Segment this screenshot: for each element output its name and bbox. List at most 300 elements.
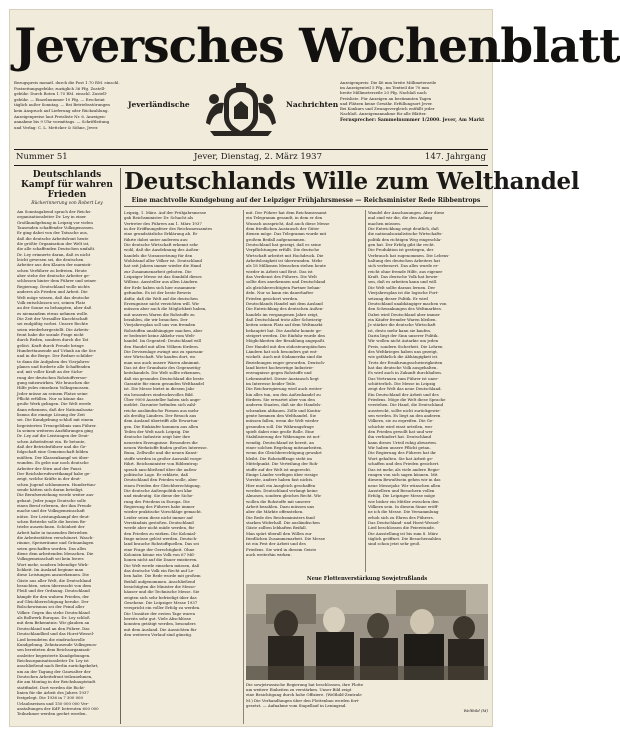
article-text-line: im Interesse beider Teile. bbox=[246, 381, 297, 386]
article-text-line: Einige Länder verfügen über riesige bbox=[246, 471, 318, 477]
advertising-info bbox=[340, 80, 488, 146]
left-article-byline: Rückerinnerung von Robert Ley bbox=[31, 201, 103, 206]
article-text-line: In seinen weiteren Ausführungen ging bbox=[17, 428, 93, 434]
article-text-line: bereits sehr gut. Viele Abschlüsse bbox=[124, 616, 192, 622]
article-text-line: lichkeit. Im Ausland beginne man bbox=[17, 567, 84, 573]
article-text-line: te dann die Aufgaben des Vierjahres- bbox=[17, 358, 91, 364]
article-text-line: sich verbessert. Das alles wurde er- bbox=[368, 263, 439, 269]
article-text-line: rung des Friedens in Europa. Die bbox=[124, 498, 190, 504]
article-text-line: handels die Voraussetzung für den bbox=[124, 252, 193, 258]
article-text-line: Preis, sondern Sicherheit. Die Lehren bbox=[368, 343, 443, 349]
main-column-2 bbox=[246, 210, 362, 572]
article-text-line: Beifall aufgenommen. Anschließend bbox=[124, 578, 196, 584]
article-text-line: gesunden soll. Die Währungsfrage bbox=[246, 423, 314, 429]
subscription-info bbox=[14, 80, 122, 146]
phone-line: Fernsprecher: Sammelnummer 1/2000. Jever, Am Markt bbox=[340, 118, 485, 124]
article-text-line: Deutschland hat gezeigt, daß es seine bbox=[246, 242, 322, 248]
article-text-line: festgelegt. Die 1936 in 7 300 000 bbox=[17, 695, 83, 701]
article-text-line: Möglichkeiten der Bezahlung angepaßt. bbox=[246, 338, 326, 344]
article-text-line: Hier muß ein Ausgleich geschaffen bbox=[246, 482, 316, 488]
info-line: und Verlag: C. L. Mettcker & Söhne, Jever. bbox=[14, 124, 99, 130]
article-text-line: verspricht ein voller Erfolg zu werden. bbox=[124, 605, 201, 611]
article-text-line: ist, desto mehr kann sie kaufen. bbox=[368, 327, 432, 333]
main-column-1 bbox=[124, 210, 240, 724]
article-text-line: Dr. Ley erinnerte daran, daß es nicht bbox=[17, 251, 91, 257]
article-text-line: linien für die Arbeit des Jahres 1937 bbox=[17, 689, 89, 695]
article-text-line: auf Gleichberechtigung beruhe. Der bbox=[17, 599, 89, 605]
article-text-line: Das Deutschland- und Horst-Wessel- bbox=[368, 519, 440, 525]
info-line: Nachlaß. Anzeigenannahme für alle Blätter. bbox=[340, 111, 427, 117]
article-text-line: die größte Organisation der Welt ist, bbox=[17, 241, 90, 247]
article-text-line: land brauche Rohstoffquellen. Das sei bbox=[124, 541, 199, 547]
article-text-line: aber stehe der deutsche Arbeiter ge- bbox=[17, 273, 90, 279]
main-subheadline: Eine machtvolle Kundgebung auf der Leipziger Frühjahrsmesse — Reichsminister Rede Ribbentrops bbox=[124, 196, 488, 207]
article-text-line: Gäste aus aller Welt, die Deutschland bbox=[17, 577, 92, 583]
article-text-line: Die Rede des Reichsministers fand bbox=[246, 514, 315, 520]
article-text-line: erzeugnisse gegen Rohstoffe und bbox=[246, 370, 312, 376]
article-text-line: sei. Die Kundgebung schloß mit einem bbox=[17, 417, 94, 423]
article-text-line: als dreißig Ländern. Der Besuch aus bbox=[124, 413, 197, 419]
article-text-line: Die Welt werde einsehen müssen, daß bbox=[124, 562, 200, 568]
caption-line: gesetzt. — Aufnahme vom Stapellauf in Leningrad. bbox=[246, 702, 347, 708]
article-text-line: Wohlstand aller Völker ist. Deutschland bbox=[124, 258, 202, 264]
info-line: im Anzeigenteil 5 Pfg., im Textteil die 70 mm bbox=[340, 85, 429, 91]
dateline bbox=[14, 149, 488, 166]
article-text-line: Die Entwicklung des deutschen Außen- bbox=[246, 306, 324, 312]
article-text-line: Wort mehr, sondern lebendige Wirk- bbox=[17, 561, 89, 567]
article-text-line: räume, Speiseräume und Grünanlagen bbox=[17, 540, 94, 546]
article-text-line: an der Sonne zu behaupten, aber daß bbox=[17, 305, 92, 311]
article-text-line: sei endgültig vorbei. Unsere Rechte bbox=[17, 321, 89, 327]
article-text-line: Rohstoffen unabhängiger machen, aber bbox=[124, 327, 203, 333]
article-text-line: daß ein gesundes Deutschland die beste bbox=[124, 375, 204, 381]
info-line: Bei Konkurs und Zwangsvergleich entfällt jeder bbox=[340, 106, 435, 112]
main-headline: Deutschlands Wille zum Welthandel bbox=[124, 168, 580, 195]
article-text-line: Deutschen Arbeitsfront teilzunehmen, bbox=[17, 673, 93, 679]
article-text-line: bezahlen, die wir brauchen. Der bbox=[124, 316, 188, 322]
article-text-line: Die Entwicklung zeigt deutlich, daß bbox=[368, 226, 439, 232]
article-text-line: meldet. Darunter befinden sich zahl- bbox=[124, 402, 197, 408]
article-text-line: sind schon jetzt sehr groß. bbox=[368, 541, 421, 547]
article-text-line: zeigt der Welt das neue Deutschland. bbox=[368, 386, 442, 392]
article-text-line: ein besonders eindrucksvolles Bild. bbox=[124, 391, 194, 397]
article-text-line: Verständnis gestoßen. Deutschland bbox=[124, 519, 194, 525]
article-text-line: täglich geöffnet. Die Besucherzahlen bbox=[368, 535, 441, 541]
article-text-line: besuchten, seien überrascht von dem bbox=[17, 583, 91, 589]
article-text-line: Volksgemeinschaft sei kein leeres bbox=[17, 556, 84, 562]
article-text-line: Arbeiter der Stirn und der Faust. bbox=[17, 465, 83, 471]
article-text-line: Arbeit bezahlen. Dazu müssen uns bbox=[246, 503, 315, 509]
article-text-line: als 18 Millionen Menschen stehen heute bbox=[246, 263, 326, 269]
article-text-line: Großkundgebung in Leipzig vor vielen bbox=[17, 219, 93, 225]
left-article-title: Deutschlands Kampf für wahren Frieden bbox=[21, 170, 113, 200]
article-text-line: Arbeitslosigkeit ist überwunden. Mehr bbox=[246, 258, 323, 264]
article-text-line: den Handel mit allen Völkern fördern. bbox=[124, 343, 199, 349]
article-text-line: fördern. Sie erwartet aber von den bbox=[246, 397, 315, 403]
article-text-line: land bietet hochwertige Industrie- bbox=[246, 364, 314, 370]
article-text-line: Teilnehmer werden geehrt werden. bbox=[17, 711, 87, 717]
article-text-line: den weiteren Verlauf sind günstig. bbox=[124, 632, 193, 638]
article-text-line: rungen von sich sagen können. Mit bbox=[368, 471, 438, 477]
photo-credit: Weltbild (M) bbox=[463, 708, 488, 714]
article-text-line: schen Betriebe solle die besten Be- bbox=[17, 518, 87, 524]
article-text-line: Stabilisierung der Währungen ist not- bbox=[246, 434, 321, 440]
article-text-line: Die deutsche Wirtschaft erkennt sehr bbox=[124, 242, 199, 248]
article-text-line: Regierung. Deutschland wolle nichts bbox=[17, 283, 90, 289]
subheader bbox=[14, 80, 488, 146]
article-text-line: Deutschland unabhängiger machen von bbox=[368, 300, 447, 306]
info-line: Preisliste. Für Anzeigen an bestimmten Tagen bbox=[340, 95, 432, 101]
article-text-line: Arbeiter aus den Klauen der marxisti- bbox=[17, 262, 92, 268]
article-text-line: triebe auszeichnen. Schönheit der bbox=[17, 524, 85, 530]
article-text-line: sen, daß es arbeiten kann und will. bbox=[368, 279, 438, 285]
article-text-line: Er ging dabei von der Tatsache aus, bbox=[17, 230, 88, 236]
article-text-line: wunden. Es gebe nur noch deutsche bbox=[17, 460, 89, 466]
article-text-line: anschließend nach Berlin zurückgekehrt, bbox=[17, 663, 99, 669]
article-text-line: zeigten sich sehr befriedigt über das bbox=[124, 594, 197, 600]
article-text-line: einer solchen Regelung mitzuarbeiten, bbox=[246, 445, 323, 451]
article-text-line: schen Arbeitsfront ein. Er betonte, bbox=[17, 438, 86, 444]
article-text-line: Regierung des Führers habe immer bbox=[124, 503, 195, 509]
article-text-line: konnten getätigt werden, besonders bbox=[124, 621, 196, 627]
article-text-line: haltung des deutschen Arbeiters hat bbox=[368, 258, 441, 264]
article-text-line: Leider seien diese nicht immer auf bbox=[124, 514, 193, 520]
article-text-line: daß Deutschland trotz aller Schwierig- bbox=[246, 316, 323, 322]
article-text-line: setzung dieser Politik. Er wird bbox=[368, 295, 428, 301]
article-text-line: Teilen der Welt nach Leipzig. Die bbox=[124, 429, 190, 435]
article-text-line: die Arbeitsstätten verschönert. Wasch- bbox=[17, 534, 94, 540]
article-text-line: Jeder müsse an seinem Platze seine bbox=[17, 390, 88, 396]
article-text-line: zur Zusammenarbeit geboten. Die bbox=[124, 268, 192, 274]
article-text-line: Frieden gesichert werden. bbox=[246, 295, 299, 301]
article-text-line: machen müssen. bbox=[368, 220, 401, 226]
article-text-line: frage müsse gelöst werden. Deutsch- bbox=[124, 535, 198, 541]
article-text-line: er bedeutet keine Abkehr vom Welt- bbox=[124, 332, 196, 338]
article-text-line: Garantie für einen gesunden Welthandel bbox=[124, 381, 205, 386]
article-text-line: hat seit Jahren immer wieder die Hand bbox=[124, 263, 202, 269]
article-text-line: Das ist der Grundsatz des Gegenseitig- bbox=[124, 364, 202, 370]
article-text-line: Am Sonntagabend sprach der Reichs- bbox=[17, 209, 92, 214]
info-line: annahme bis 9 Uhr vormittags. — Schriftleitung bbox=[14, 119, 110, 125]
article-text-line: dann erkennen, daß der Nationalsozia- bbox=[17, 406, 94, 412]
article-text-line: wickelt. Auch mit Südamerika sind die bbox=[246, 354, 323, 360]
article-text-line: Das ist mehr, als viele andere Regie- bbox=[368, 466, 441, 472]
article-text-line: wie bisher ein Mittler zwischen den bbox=[368, 498, 439, 504]
article-text-line: Kundgebung. Zehntausende Volksgenos- bbox=[17, 641, 98, 647]
article-text-line: begeisterten Treuegelöbnis zum Führer. bbox=[17, 422, 97, 428]
article-text-line: ihn verhindert hat. Deutschland bbox=[368, 434, 432, 440]
article-text-line: Mittelpunkt. Die Verteilung der Roh- bbox=[246, 461, 319, 467]
article-text-line: Deutschlands Handel mit dem Ausland bbox=[246, 300, 323, 306]
article-text-line: nütze. Der Leistungskampf der deut- bbox=[17, 513, 90, 519]
article-text-line: Lebensmittel. Dieser Austausch liegt bbox=[246, 375, 319, 381]
article-text-line: Je stärker die deutsche Wirtschaft bbox=[368, 322, 436, 328]
article-text-line: stattfindet. Dort werden die Richt- bbox=[17, 684, 86, 690]
article-text-line: diesem Bewußtsein gehen wir in das bbox=[368, 477, 441, 483]
caption-line: M.) Die Verhandlungen über den Flottenbau werden fort- bbox=[246, 697, 360, 703]
article-text-line: schlossen hinter dem Führer und seiner bbox=[17, 278, 97, 284]
article-text-line: stoffe werden in großer Auswahl vorge- bbox=[124, 455, 203, 461]
article-text-line: Leipziger Messe ist das Sinnbild dieses bbox=[124, 274, 202, 280]
article-text-line: mit dem Ausland. Die Aussichten für bbox=[124, 626, 197, 632]
article-text-line: schen Jugend schlummern. Hunderttau- bbox=[17, 481, 97, 487]
article-text-line: politik den richtigen Weg eingeschla- bbox=[368, 236, 442, 242]
article-text-line: Vorräte, andere haben fast nichts. bbox=[246, 477, 314, 483]
article-text-line: front habe die soziale Frage nicht bbox=[17, 331, 84, 337]
article-text-line: Wandel der Anschauungen. Aber diese bbox=[368, 210, 445, 215]
article-text-line: ster Wirtschaft. Wir kaufen dort, wo bbox=[124, 354, 196, 360]
article-text-line: wieder in Arbeit und Brot. Das ist bbox=[246, 268, 313, 274]
subtitle-right: Nachrichten bbox=[286, 100, 339, 109]
article-text-line: reiche ausländische Firmen aus mehr bbox=[124, 407, 199, 413]
article-text-line: sen werden. Es liegt an den anderen bbox=[368, 413, 441, 419]
article-text-line: Lied beschlossen die Feierstunde. bbox=[368, 525, 436, 531]
article-text-line: Völkern, sie zu ergreifen. Die Ge- bbox=[368, 418, 434, 424]
info-line: Anzeigenpreis: Die 46 mm breite Millimeterzeile bbox=[340, 80, 437, 85]
article-text-line: Bolschewismus sei der Feind aller bbox=[17, 604, 85, 610]
article-text-line: gen hat. Der Erfolg gibt ihr recht. bbox=[368, 242, 435, 248]
article-text-line: Ländern hat sich besonders gut ent- bbox=[246, 348, 318, 354]
article-text-line: zeigt, welche Kräfte in der deut- bbox=[17, 476, 81, 482]
article-text-line: erhob sich zu Ehren des Führers. bbox=[368, 514, 434, 520]
article-text-line: müssen aber auch die Möglichkeit haben, bbox=[124, 306, 207, 312]
article-text-line: Beziehungen enger geworden. Deutsch- bbox=[246, 359, 326, 365]
article-text-line: Urlaubsreisen und 150 000 000 Ver- bbox=[17, 700, 89, 706]
subtitle-left: Jeverländische bbox=[128, 100, 190, 109]
article-text-line: dem friedlichen Austausch der Güter bbox=[246, 226, 320, 232]
article-text-line: werden. Deutschland verlangt keine bbox=[246, 487, 318, 493]
article-text-line: die alle schaffenden Deutschen umfaßt. bbox=[17, 246, 96, 252]
article-text-line: mit unseren Waren die Rohstoffe zu bbox=[124, 311, 195, 317]
article-text-line: politische Lage. Er erklärte, daß bbox=[124, 471, 189, 477]
article-text-line: auf, mit voller Kraft an der Siche- bbox=[17, 369, 84, 375]
article-text-line: gab Reichsminister Dr. Schacht als bbox=[124, 215, 194, 221]
article-text-line: Buna, Zellwolle und die neuen Kunst- bbox=[124, 450, 198, 456]
issue-date: Jever, Dienstag, 2. März 1937 bbox=[194, 152, 322, 162]
article-text-line: Dr. Ley auf die Leistungen der Deut- bbox=[17, 433, 90, 439]
article-text-line: sollte dies anerkennen und Deutschland bbox=[246, 279, 326, 285]
article-text-line: ist ein Fest der Arbeit und des bbox=[246, 541, 306, 547]
info-line: Postzeitungsgebühr, zuzüglich 36 Pfg. Zustell- bbox=[14, 85, 106, 91]
article-text-line: behauptet hat. Die Ausfuhr konnte ge- bbox=[246, 327, 322, 333]
main-column-3 bbox=[368, 210, 484, 572]
article-text-line: Deutschlandlied und das Horst-Wessel- bbox=[17, 631, 95, 637]
article-text-line: Ein Deutschland der Arbeit und des bbox=[368, 391, 439, 397]
article-text-line: sende hätten sich daran beteiligt. bbox=[17, 486, 84, 492]
article-text-line: Verpflichtungen erfüllt. Die deutsche bbox=[246, 247, 320, 253]
article-text-line: Deutschland den Frieden wolle, aber bbox=[124, 477, 198, 483]
article-text-line: eine grundsätzliche Erklärung ab. Er bbox=[124, 231, 198, 237]
article-text-line: schaffen und den Frieden gesichert. bbox=[368, 461, 440, 467]
article-text-line: Der Reichsberufswettkampf habe ge- bbox=[17, 470, 91, 476]
article-text-line: wollen die Rohstoffe mit unserer bbox=[246, 498, 311, 504]
article-text-line: sen bereiteten dem Reichsorganisati- bbox=[17, 647, 91, 653]
article-text-line: aber die Märkte offenstehen. bbox=[246, 509, 304, 515]
article-text-line: reicht ohne fremde Hilfe, aus eigener bbox=[368, 268, 443, 274]
article-text-line: Verbrauch hat zugenommen. Die Lebens- bbox=[368, 252, 450, 258]
article-text-line: anderes als Frieden und Arbeit. Die bbox=[17, 289, 88, 295]
newspaper-page bbox=[10, 10, 620, 726]
article-text-line: den Schwankungen des Weltmarktes. bbox=[368, 306, 443, 312]
article-text-line: Pflicht erfüllen. Nur so könne das bbox=[17, 396, 84, 402]
article-text-line: hat das deutsche Volk ausgehalten. bbox=[368, 364, 438, 370]
article-text-line: Friedens. Möge die Welt diese Sprache bbox=[368, 397, 446, 403]
article-text-line: das deutsche Volk ein Recht auf Le- bbox=[124, 568, 195, 574]
article-text-line: kann dieses Urteil ruhig abwarten. bbox=[368, 439, 437, 445]
article-text-line: gefunden. Es ist der beste Beweis bbox=[124, 290, 191, 296]
article-text-line: wieder praktische Vorschläge gemacht. bbox=[124, 509, 203, 515]
left-article bbox=[14, 168, 121, 724]
article-text-line: Die Ausstellung ist bis zum 8. März bbox=[368, 530, 438, 536]
caption-line: eine Besichtigung durch hohe Offiziere. (Weltbild-Zentrale bbox=[246, 692, 362, 698]
masthead-title: Jeversches Wochenblatt bbox=[14, 19, 620, 74]
article-text-line: Volk entschlossen sei, seinen Platz bbox=[17, 299, 86, 305]
article-text-line: handel. Im Gegenteil: Deutschland will bbox=[124, 338, 201, 344]
article-text-line: wenn die Gleichberechtigung gewahrt bbox=[246, 450, 322, 456]
photo-caption bbox=[246, 682, 488, 724]
article-text-line: Deutschland und an den Führer. Das bbox=[17, 625, 90, 631]
article-text-line: onsleiter begeisterte Kundgebungen. bbox=[17, 652, 91, 658]
info-line: gebühr. — Einzelnummer 10 Pfg. — Erscheint bbox=[14, 96, 105, 102]
article-text-line: der Erde haben sich hier zusammen- bbox=[124, 284, 197, 290]
info-line: kein Anspruch auf Lieferung oder Rückzahlung. bbox=[14, 107, 109, 113]
article-text-line: deln. Nur so kann ein dauerhafter bbox=[246, 290, 314, 296]
article-text-line: eine Frage der Gerechtigkeit. Ohne bbox=[124, 546, 195, 552]
article-text-line: Hilfe jedes einzelnen Volksgenossen. bbox=[17, 385, 90, 391]
article-text-line: dafür, daß die Welt auf die deutschen bbox=[124, 295, 198, 301]
article-text-line: ein Käufer fremder Waren bleiben. bbox=[368, 316, 437, 322]
article-text-line: Fleiß und der Ordnung. Deutschland bbox=[17, 588, 90, 594]
article-text-line: ist. Die Messe bietet in diesem Jahr bbox=[124, 386, 195, 392]
article-text-line: Man spürt überall den Willen zur bbox=[246, 530, 312, 536]
info-line: Anzeigenpreise laut Preisliste Nr. 6. Anzeigen- bbox=[14, 113, 106, 119]
article-text-line: Leipzig, 1. März. Auf der Frühjahrsmesse bbox=[124, 210, 207, 215]
article-text-line: Erfolg. Die Leipziger Messe möge bbox=[368, 493, 436, 499]
info-line: Bezugspreis monatl. durch die Post 1.70 RM. einschl. bbox=[14, 80, 120, 85]
caption-line: Die sowjetrussische Regierung hat beschlossen, ihre Flotte bbox=[246, 682, 364, 687]
article-text-line: steigert werden. Die Einfuhr wurde den bbox=[246, 332, 325, 338]
article-text-line: deutsche Industrie zeigt hier ihre bbox=[124, 434, 191, 440]
article-text-line: schen Verführer zu befreien. Heute bbox=[17, 267, 87, 273]
article-text-line: keitshandels. Die Welt sollte erkennen, bbox=[124, 370, 202, 376]
article-text-line: neuesten Erzeugnisse. Besonders die bbox=[124, 439, 198, 445]
article-text-line: Arbeit habe in tausenden Betrieben bbox=[17, 529, 88, 535]
article-text-line: lismus die einzige Lösung der Zeit bbox=[17, 412, 85, 418]
article-text-line: Wort gehalten. Sie hat Arbeit ge- bbox=[368, 455, 434, 461]
article-text-line: spielt dabei eine große Rolle. Eine bbox=[246, 429, 315, 435]
article-text-line: stoffe auf der Welt ist ungerecht. bbox=[246, 466, 312, 472]
article-text-line: Reichsorganisationsleiter Dr. Ley ist bbox=[17, 657, 89, 663]
article-text-line: verstehen. Die Hand, die Deutschland bbox=[368, 402, 444, 408]
issue-number: Nummer 51 bbox=[16, 152, 68, 162]
article-text-line: Wir haben unsere Pflicht getan. bbox=[368, 445, 431, 451]
article-text-line: daß die deutsche Arbeitsfront heute bbox=[17, 235, 89, 241]
article-text-line: schichte wird einst urteilen, wer bbox=[368, 423, 433, 429]
article-text-line: seien wiederhergestellt. Die Arbeits- bbox=[17, 326, 90, 332]
article-text-line: ein Telegramm gesandt, in dem er den bbox=[246, 215, 323, 221]
article-text-line: in der Eröffnungsfeier des Reichsmessamtes bbox=[124, 226, 213, 232]
article-text-line: und eindeutig. Sie diene der Siche- bbox=[124, 493, 194, 499]
article-text-line: häuser und die Technische Messe. Sie bbox=[124, 589, 200, 595]
article-text-line: einen Frieden der Gleichberechtigung. bbox=[124, 482, 201, 488]
article-text-line: Almosen, sondern gleiches Recht. Wir bbox=[246, 493, 322, 499]
article-text-line: führt. Reichsminister von Ribbentrop bbox=[124, 461, 198, 467]
article-text-line: gung mitzuwirken. Wir brauchen die bbox=[17, 380, 90, 385]
article-text-line: wie gefährlich die Abhängigkeit ist. bbox=[368, 354, 439, 360]
article-text-line: Darin liegt der Sinn unserer Politik. bbox=[368, 332, 439, 338]
article-text-line: keiten seinen Platz auf dem Weltmarkt bbox=[246, 322, 323, 328]
article-text-line: ausstreckt, sollte nicht zurückgewie- bbox=[368, 407, 441, 413]
article-text-line: rung der deutschen Rohstoffversor- bbox=[17, 374, 88, 380]
article-text-line: folgschaft eine Gemeinschaft bilden bbox=[17, 449, 89, 455]
article-text-line: Wirtschaft arbeitet mit Hochdruck. Die bbox=[246, 252, 324, 258]
article-text-line: die am Montag in der Reichshauptstadt bbox=[17, 679, 96, 685]
article-text-line: ne ich die Messe. Die Versammlung bbox=[368, 509, 439, 515]
photo-heading: Neue Flottenverstärkung Sowjetrußlands bbox=[306, 576, 428, 582]
article-text-line: Kolonien könne ein Volk von 67 Mil- bbox=[124, 552, 195, 557]
article-text-line: durch Reden, sondern durch die Tat bbox=[17, 337, 89, 343]
article-text-line: müßten. Der Klassenkampf sei über- bbox=[17, 454, 90, 460]
article-text-line: Hunderttausende auf Urlaub an die See bbox=[17, 347, 96, 353]
info-line: gebühr. Durch Boten 1.70 RM. einschl. Zustell- bbox=[14, 91, 108, 97]
article-text-line: mit dem Bekenntnis: Wir glauben an bbox=[17, 620, 90, 626]
article-text-line: Über 9000 Aussteller haben sich ange- bbox=[124, 397, 201, 403]
article-text-line: anderen Staaten, daß sie die Handels- bbox=[246, 402, 322, 408]
news-photo bbox=[246, 584, 488, 680]
article-text-line: diene dem arbeitenden Menschen. Die bbox=[17, 551, 94, 556]
article-text-line: organisationsleiter Dr. Ley in einer bbox=[17, 214, 87, 220]
article-text-line: gen. Die Einkäufer kommen aus allen bbox=[124, 423, 199, 429]
article-text-line: Vertreter des Führers am 1. März 1937 bbox=[124, 220, 202, 226]
article-text-line: Gäste zollten lebhaften Beifall. bbox=[246, 525, 307, 531]
article-text-line: lionen nicht auf die Dauer existieren. bbox=[124, 557, 198, 563]
article-text-line: gebaut. Jeder junge Deutsche solle bbox=[17, 497, 86, 503]
article-text-line: Die Umsätze der ersten Tage waren bbox=[124, 610, 195, 616]
article-text-line: Wir wollen nicht Autarkie um jeden bbox=[368, 338, 439, 344]
article-text-line: Völker. Gegen ihn stehe Deutschland bbox=[17, 609, 90, 615]
article-text-line: auch weiterhin wirken. bbox=[246, 552, 292, 557]
article-text-line: Wunsch ausspricht, daß auch diese Messe bbox=[246, 220, 330, 226]
article-text-line: seien geschaffen worden. Das alles bbox=[17, 545, 87, 551]
article-text-line: Die Berufserziehung werde weiter aus- bbox=[17, 492, 95, 498]
article-text-line: Vierjahresplan soll uns von fremden bbox=[124, 322, 196, 328]
article-text-line: Das Vertrauen zum Führer ist uner- bbox=[368, 375, 439, 381]
article-text-line: Trotz der Ernährungsschwierigkeiten bbox=[368, 359, 443, 365]
article-text-line: anstaltungen der KdF. betreuten 600 000 bbox=[17, 705, 99, 711]
article-text-line: Die Produktion ist gestiegen, der bbox=[368, 247, 434, 253]
info-line: und Plätzen keine Gewähr. Erfüllungsort Jever. bbox=[340, 100, 433, 106]
article-text-line: gelöst. Kraft durch Freude bringe bbox=[17, 342, 84, 348]
article-text-line: den Frieden zu wirken. Die Kolonial- bbox=[124, 530, 197, 536]
article-text-line: planes und forderte alle Schaffenden bbox=[17, 363, 91, 369]
article-text-line: das Verdienst des Führers. Die Welt bbox=[246, 274, 317, 280]
article-text-line: dem Ausland übertrifft alle Erwartun- bbox=[124, 418, 199, 424]
article-text-line: starken Widerhall. Die ausländischen bbox=[246, 519, 320, 525]
article-text-line: mit. Der Führer hat dem Reichsmessamt bbox=[246, 210, 327, 215]
article-text-line: Erzeugnisse nicht verzichten will. Wir bbox=[124, 300, 200, 306]
article-text-line: neuen Werkstoffe finden großes Interesse. bbox=[124, 445, 208, 451]
article-text-line: den Frieden gewollt hat und wer bbox=[368, 429, 433, 435]
article-text-line: Die Reichsregierung wird auch weiter- bbox=[246, 386, 323, 392]
article-text-line: ben habe. Die Rede wurde mit großem bbox=[124, 573, 201, 579]
volume-number: 147. Jahrgang bbox=[424, 152, 486, 162]
article-text-line: Lied beendeten die eindrucksvolle bbox=[17, 636, 85, 642]
article-text-line: hin alles tun, um den Außenhandel zu bbox=[246, 391, 321, 397]
article-text-line: handels im vergangenen Jahre zeigt, bbox=[246, 311, 319, 317]
article-text-line: Dabei wird Deutschland aber immer bbox=[368, 311, 440, 317]
column-divider bbox=[365, 210, 366, 572]
article-text-line: führte dabei unter anderem aus: bbox=[124, 236, 189, 242]
